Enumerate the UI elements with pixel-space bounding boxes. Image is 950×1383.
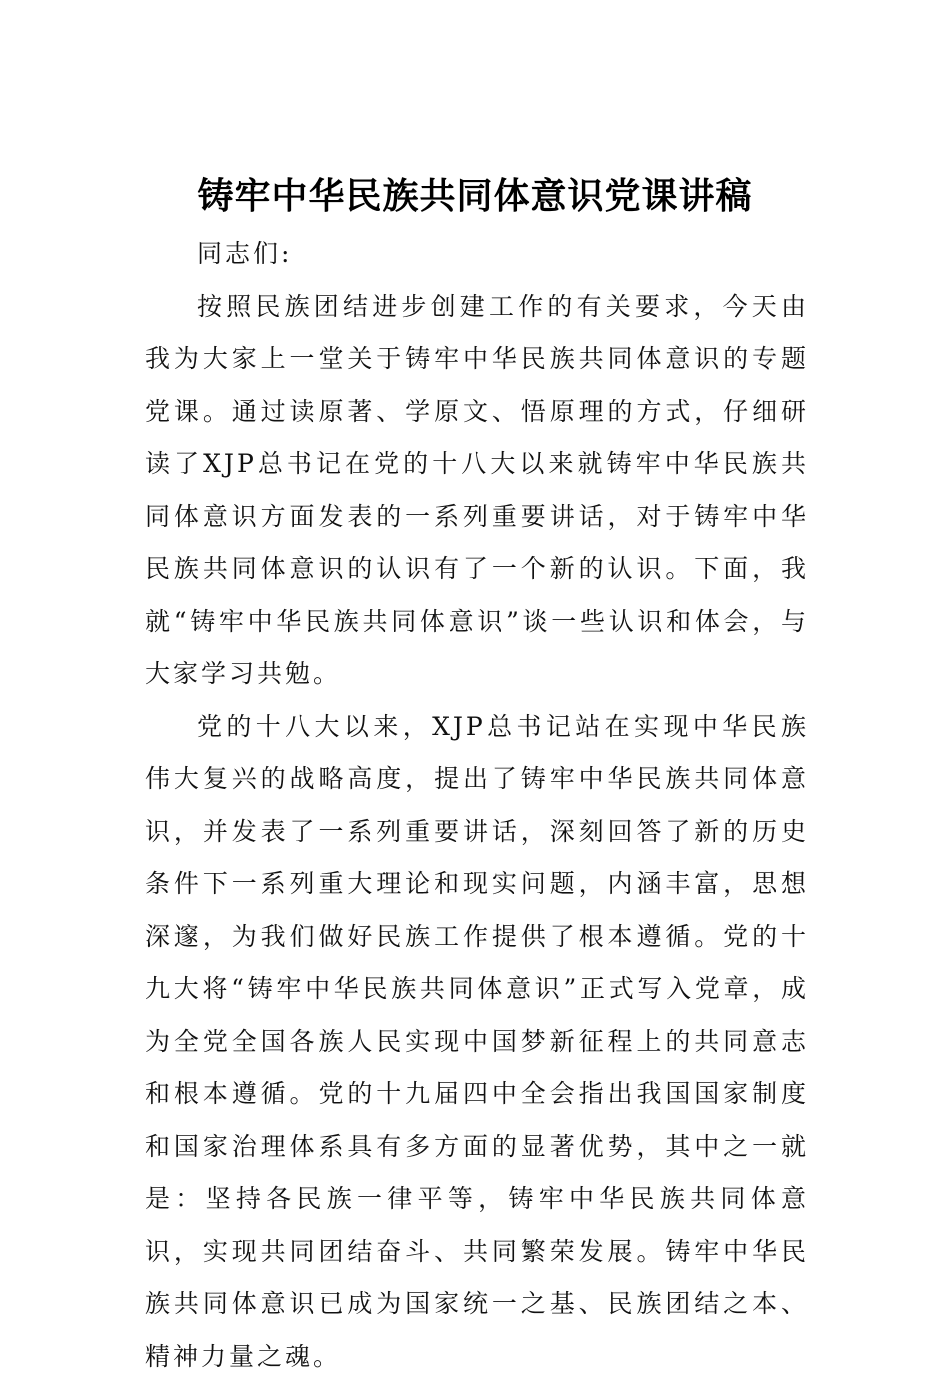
salutation: 同志们: [145,228,809,281]
paragraph: 党的十八大以来，XJP总书记站在实现中华民族伟大复兴的战略高度，提出了铸牢中华民族共同体意识，并发表了一系列重要讲话，深刻回答了新的历史条件下一系列重大理论和现实问题，内涵丰富，思想深邃，为我们做好民族工作提供了根本遵循。党的十九大将“铸牢中华民族共同体意识”正式写入党章，成为全党全国各族人民实现中国梦新征程上的共同意志和根本遵循。党的十九届四中全会指出我国国家制度和国家治理体系具有多方面的显著优势，其中之一就是：坚持各民族一律平等，铸牢中华民族共同体意识，实现共同团结奋斗、共同繁荣发展。铸牢中华民族共同体意识已成为国家统一之基、民族团结之本、精神力量之魂。 [145,701,809,1383]
document-title: 铸牢中华民族共同体意识党课讲稿 [0,169,950,225]
paragraph: 按照民族团结进步创建工作的有关要求，今天由我为大家上一堂关于铸牢中华民族共同体意识的专题党课。通过读原著、学原文、悟原理的方式，仔细研读了XJP总书记在党的十八大以来就铸牢中华民族共同体意识方面发表的一系列重要讲话，对于铸牢中华民族共同体意识的认识有了一个新的认识。下面，我就“铸牢中华民族共同体意识”谈一些认识和体会，与大家学习共勉。 [145,281,809,701]
document-body [145,228,809,1383]
